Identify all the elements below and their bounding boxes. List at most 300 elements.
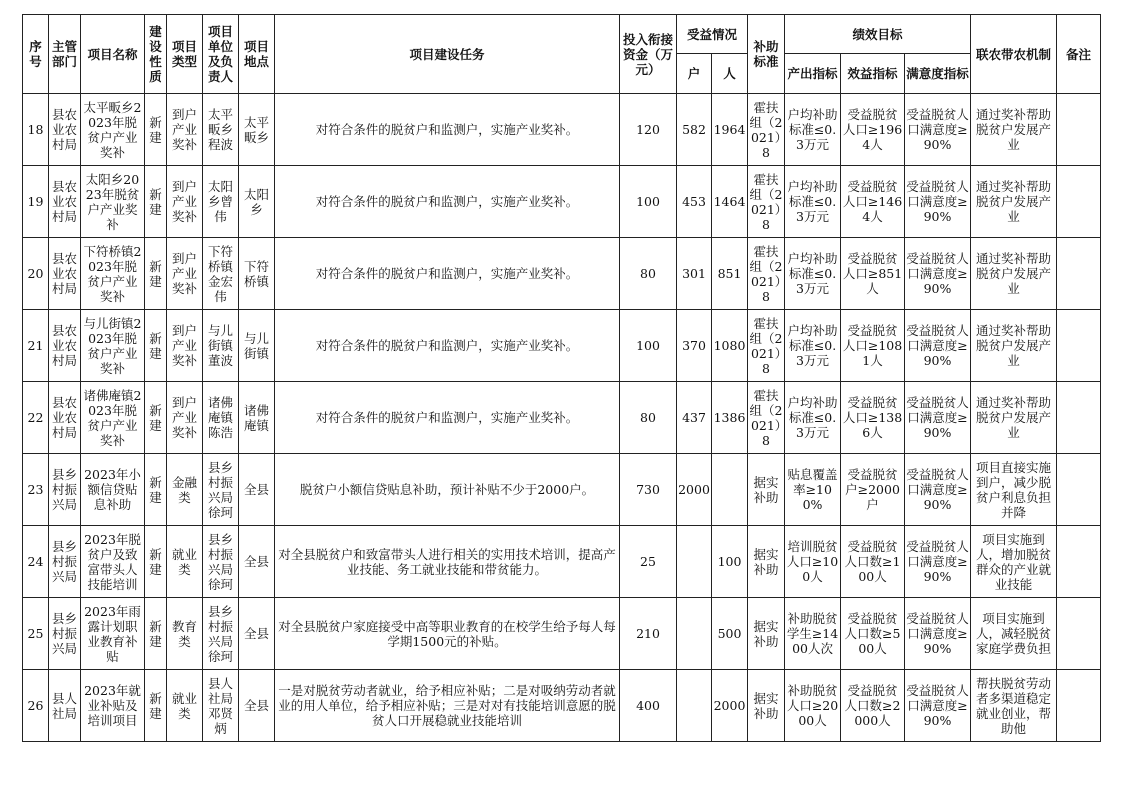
header-effect: 效益指标 (841, 54, 905, 94)
cell-name-text: 诸佛庵镇2023年脱贫户产业奖补 (83, 387, 142, 448)
cell-type (167, 526, 203, 598)
table-row (23, 454, 1101, 526)
cell-mechanism (971, 166, 1057, 238)
cell-task-text: 脱贫户小额信贷贴息补助，预计补贴不少于2000户。 (299, 482, 595, 497)
cell-fund (620, 166, 677, 238)
cell-nature (145, 310, 167, 382)
cell-nature-text: 新建 (149, 186, 162, 217)
header-dept: 主管部门 (49, 15, 81, 94)
cell-nature-text: 新建 (149, 546, 162, 577)
cell-seq (23, 598, 49, 670)
cell-name-text: 下符桥镇2023年脱贫户产业奖补 (83, 243, 142, 304)
cell-effect-text: 受益脱贫人口≥1964人 (842, 107, 903, 152)
header-remark: 备注 (1057, 15, 1101, 94)
cell-type (167, 598, 203, 670)
project-table (22, 14, 1101, 742)
cell-task (275, 670, 620, 742)
cell-seq (23, 166, 49, 238)
cell-location (239, 526, 275, 598)
cell-people-text: 1464 (713, 194, 746, 209)
cell-mechanism (971, 382, 1057, 454)
cell-type-text: 就业类 (171, 690, 197, 721)
cell-location (239, 166, 275, 238)
cell-type-text: 教育类 (171, 618, 197, 649)
cell-mechanism (971, 598, 1057, 670)
cell-dept-text: 县农业农村局 (51, 179, 77, 224)
cell-satisfaction-text: 受益脱贫人口满意度≥90% (906, 539, 969, 584)
cell-satisfaction (905, 382, 971, 454)
cell-name (81, 526, 145, 598)
cell-mechanism (971, 94, 1057, 166)
cell-people-text: 1080 (713, 338, 746, 353)
cell-people (712, 238, 748, 310)
header-location: 项目地点 (239, 15, 275, 94)
cell-satisfaction (905, 598, 971, 670)
header-output: 产出指标 (785, 54, 841, 94)
cell-name-text: 2023年脱贫户及致富带头人技能培训 (84, 531, 141, 592)
cell-fund-text: 100 (636, 194, 660, 209)
cell-owner (203, 166, 239, 238)
cell-seq-text: 20 (27, 266, 44, 281)
cell-households (677, 310, 712, 382)
cell-people-text: 500 (717, 626, 742, 641)
cell-output (785, 166, 841, 238)
cell-households (677, 382, 712, 454)
cell-households-text: 2000 (678, 482, 710, 497)
cell-output-text: 补助脱贫学生≥1400人次 (786, 611, 839, 656)
cell-owner (203, 526, 239, 598)
cell-mechanism (971, 670, 1057, 742)
cell-task (275, 310, 620, 382)
cell-fund (620, 382, 677, 454)
header-people: 人 (712, 54, 748, 94)
cell-type (167, 238, 203, 310)
cell-remark (1057, 166, 1101, 238)
cell-fund (620, 94, 677, 166)
cell-seq (23, 454, 49, 526)
cell-owner-text: 县乡村振兴局徐珂 (207, 531, 233, 592)
cell-seq-text: 18 (27, 122, 44, 137)
cell-nature-text: 新建 (149, 330, 162, 361)
cell-remark (1057, 238, 1101, 310)
cell-remark (1057, 310, 1101, 382)
cell-task-text: 对符合条件的脱贫户和监测户，实施产业奖补。 (315, 194, 579, 209)
cell-fund-text: 400 (636, 698, 660, 713)
cell-effect-text: 受益脱贫人口≥1464人 (842, 179, 903, 224)
table-row (23, 94, 1101, 166)
cell-standard-text: 霍扶组（2021）8 (749, 315, 783, 376)
cell-nature (145, 382, 167, 454)
cell-location (239, 382, 275, 454)
cell-name (81, 166, 145, 238)
cell-type (167, 454, 203, 526)
cell-location (239, 454, 275, 526)
table-row (23, 526, 1101, 598)
cell-owner (203, 382, 239, 454)
cell-owner-text: 太平畈乡程波 (207, 107, 233, 152)
cell-type-text: 到户产业奖补 (171, 179, 197, 224)
cell-standard-text: 霍扶组（2021）8 (749, 387, 783, 448)
header-seq: 序号 (23, 15, 49, 94)
cell-task-text: 一是对脱贫劳动者就业，给予相应补贴；二是对吸纳劳动者就业的用人单位，给予相应补贴；三是对对有技能培训意愿的脱贫人口开展稳就业技能培训 (278, 683, 616, 728)
cell-location (239, 670, 275, 742)
cell-type-text: 到户产业奖补 (171, 395, 197, 440)
cell-effect (841, 670, 905, 742)
cell-location-text: 诸佛庵镇 (243, 402, 269, 433)
header-households: 户 (677, 54, 712, 94)
cell-type (167, 382, 203, 454)
cell-effect (841, 166, 905, 238)
cell-mechanism (971, 310, 1057, 382)
cell-dept-text: 县农业农村局 (51, 323, 77, 368)
cell-task (275, 526, 620, 598)
cell-mechanism-text: 通过奖补帮助脱贫户发展产业 (976, 251, 1052, 296)
cell-output-text: 补助脱贫人口≥2000人 (786, 683, 839, 728)
cell-people (712, 310, 748, 382)
cell-satisfaction-text: 受益脱贫人口满意度≥90% (906, 323, 969, 368)
header-task: 项目建设任务 (275, 15, 620, 94)
cell-type (167, 670, 203, 742)
cell-owner-text: 与儿街镇董波 (207, 323, 233, 368)
cell-people (712, 598, 748, 670)
cell-type-text: 金融类 (171, 474, 197, 505)
cell-standard (748, 310, 785, 382)
cell-type-text: 到户产业奖补 (171, 251, 197, 296)
cell-effect-text: 受益脱贫户≥2000户 (845, 467, 900, 512)
table-row (23, 598, 1101, 670)
cell-effect-text: 受益脱贫人口≥1386人 (842, 395, 903, 440)
cell-mechanism-text: 帮扶脱贫劳动者多渠道稳定就业创业，帮助他 (976, 675, 1052, 736)
cell-standard-text: 霍扶组（2021）8 (749, 171, 783, 232)
cell-seq-text: 25 (27, 626, 44, 641)
cell-fund (620, 670, 677, 742)
cell-location-text: 全县 (243, 626, 269, 641)
cell-effect (841, 382, 905, 454)
cell-people (712, 382, 748, 454)
header-mechanism: 联农带农机制 (971, 15, 1057, 94)
cell-standard-text: 霍扶组（2021）8 (749, 243, 783, 304)
cell-dept (49, 526, 81, 598)
cell-dept-text: 县乡村振兴局 (51, 467, 77, 512)
cell-nature (145, 598, 167, 670)
cell-output-text: 户均补助标准≤0.3万元 (787, 179, 838, 224)
cell-output (785, 670, 841, 742)
cell-nature-text: 新建 (149, 402, 162, 433)
cell-owner-text: 下符桥镇金宏伟 (207, 243, 233, 304)
cell-dept (49, 166, 81, 238)
cell-location-text: 与儿街镇 (243, 330, 269, 361)
cell-output (785, 598, 841, 670)
cell-dept (49, 598, 81, 670)
cell-fund (620, 310, 677, 382)
cell-seq-text: 23 (27, 482, 44, 497)
cell-dept-text: 县农业农村局 (51, 251, 77, 296)
cell-mechanism-text: 项目实施到人，减轻脱贫家庭学费负担 (976, 611, 1052, 656)
cell-nature (145, 454, 167, 526)
cell-task (275, 454, 620, 526)
cell-fund-text: 100 (636, 338, 660, 353)
cell-mechanism (971, 238, 1057, 310)
header-standard: 补助标准 (748, 15, 785, 94)
cell-people-text: 1386 (713, 410, 746, 425)
cell-task (275, 94, 620, 166)
cell-seq-text: 22 (27, 410, 44, 425)
cell-type-text: 到户产业奖补 (171, 107, 197, 152)
cell-location (239, 310, 275, 382)
cell-output-text: 户均补助标准≤0.3万元 (787, 251, 838, 296)
cell-dept (49, 670, 81, 742)
cell-owner (203, 454, 239, 526)
cell-mechanism (971, 454, 1057, 526)
cell-nature-text: 新建 (149, 474, 162, 505)
cell-seq (23, 310, 49, 382)
cell-task-text: 对全县脱贫户和致富带头人进行相关的实用技术培训，提高产业技能、务工就业技能和带贫能力。 (278, 546, 616, 577)
header-satisfaction: 满意度指标 (905, 54, 971, 94)
cell-seq-text: 19 (27, 194, 44, 209)
cell-owner-text: 诸佛庵镇陈浩 (207, 395, 233, 440)
cell-satisfaction-text: 受益脱贫人口满意度≥90% (906, 683, 969, 728)
cell-owner (203, 238, 239, 310)
cell-type-text: 就业类 (171, 546, 197, 577)
cell-name (81, 310, 145, 382)
cell-owner (203, 598, 239, 670)
table-body (23, 94, 1101, 742)
cell-mechanism-text: 通过奖补帮助脱贫户发展产业 (976, 179, 1052, 224)
cell-effect-text: 受益脱贫人口≥851人 (842, 251, 903, 296)
cell-people (712, 526, 748, 598)
cell-fund (620, 526, 677, 598)
cell-satisfaction (905, 310, 971, 382)
cell-location-text: 下符桥镇 (243, 258, 269, 289)
cell-location-text: 全县 (243, 698, 269, 713)
cell-name (81, 598, 145, 670)
cell-satisfaction (905, 670, 971, 742)
cell-remark (1057, 94, 1101, 166)
cell-effect (841, 238, 905, 310)
cell-type (167, 166, 203, 238)
cell-location (239, 598, 275, 670)
cell-fund-text: 80 (640, 266, 656, 281)
cell-output (785, 94, 841, 166)
cell-households (677, 670, 712, 742)
cell-output-text: 户均补助标准≤0.3万元 (787, 395, 838, 440)
cell-standard-text: 霍扶组（2021）8 (749, 99, 783, 160)
cell-type (167, 94, 203, 166)
cell-effect (841, 526, 905, 598)
cell-seq (23, 670, 49, 742)
cell-standard (748, 166, 785, 238)
cell-name-text: 太平畈乡2023年脱贫户产业奖补 (83, 99, 142, 160)
cell-seq (23, 382, 49, 454)
cell-fund-text: 730 (636, 482, 660, 497)
cell-remark (1057, 598, 1101, 670)
cell-households (677, 598, 712, 670)
cell-seq (23, 94, 49, 166)
cell-people-text: 1964 (713, 122, 746, 137)
header-owner: 项目单位及负责人 (203, 15, 239, 94)
cell-location-text: 全县 (243, 554, 269, 569)
cell-seq (23, 526, 49, 598)
cell-nature-text: 新建 (149, 258, 162, 289)
cell-fund (620, 454, 677, 526)
cell-name-text: 2023年小额信贷贴息补助 (84, 467, 141, 512)
cell-dept (49, 382, 81, 454)
cell-task (275, 598, 620, 670)
cell-effect-text: 受益脱贫人口数≥2000人 (844, 683, 901, 728)
cell-effect-text: 受益脱贫人口数≥500人 (844, 611, 901, 656)
cell-households (677, 526, 712, 598)
cell-people (712, 94, 748, 166)
cell-households (677, 94, 712, 166)
cell-standard (748, 670, 785, 742)
cell-location-text: 太平畈乡 (243, 114, 269, 145)
cell-satisfaction (905, 166, 971, 238)
cell-owner-text: 县乡村振兴局徐珂 (207, 459, 233, 520)
cell-standard (748, 382, 785, 454)
cell-dept-text: 县乡村振兴局 (51, 611, 77, 656)
cell-households-text: 437 (682, 410, 706, 425)
cell-fund-text: 80 (640, 410, 656, 425)
cell-output (785, 238, 841, 310)
cell-remark (1057, 670, 1101, 742)
cell-owner (203, 670, 239, 742)
header-name: 项目名称 (81, 15, 145, 94)
cell-task-text: 对符合条件的脱贫户和监测户，实施产业奖补。 (315, 122, 579, 137)
cell-output-text: 培训脱贫人口≥100人 (786, 539, 839, 584)
cell-standard (748, 94, 785, 166)
cell-nature (145, 238, 167, 310)
cell-households (677, 166, 712, 238)
cell-nature-text: 新建 (149, 690, 162, 721)
cell-fund-text: 120 (636, 122, 660, 137)
cell-people (712, 670, 748, 742)
cell-remark (1057, 526, 1101, 598)
cell-people-text: 2000 (713, 698, 746, 713)
cell-effect (841, 598, 905, 670)
table-row (23, 310, 1101, 382)
cell-name (81, 454, 145, 526)
cell-fund (620, 598, 677, 670)
cell-task-text: 对符合条件的脱贫户和监测户，实施产业奖补。 (315, 410, 579, 425)
cell-remark (1057, 382, 1101, 454)
cell-standard (748, 238, 785, 310)
cell-satisfaction-text: 受益脱贫人口满意度≥90% (906, 251, 969, 296)
table-row (23, 166, 1101, 238)
cell-nature (145, 166, 167, 238)
cell-output (785, 310, 841, 382)
cell-location-text: 全县 (243, 482, 269, 497)
cell-owner (203, 310, 239, 382)
cell-fund (620, 238, 677, 310)
cell-name (81, 382, 145, 454)
cell-households-text: 370 (682, 338, 706, 353)
cell-output-text: 户均补助标准≤0.3万元 (787, 323, 838, 368)
cell-remark (1057, 454, 1101, 526)
cell-name (81, 94, 145, 166)
cell-people-text: 100 (717, 554, 742, 569)
cell-households (677, 454, 712, 526)
cell-seq-text: 24 (27, 554, 44, 569)
cell-standard (748, 526, 785, 598)
cell-satisfaction-text: 受益脱贫人口满意度≥90% (906, 179, 969, 224)
cell-standard (748, 598, 785, 670)
cell-satisfaction-text: 受益脱贫人口满意度≥90% (906, 467, 969, 512)
header-row-1 (23, 15, 1101, 54)
cell-satisfaction-text: 受益脱贫人口满意度≥90% (906, 107, 969, 152)
cell-effect (841, 310, 905, 382)
cell-mechanism-text: 项目实施到人，增加脱贫群众的产业就业技能 (976, 531, 1052, 592)
table-row (23, 382, 1101, 454)
cell-task (275, 166, 620, 238)
cell-output-text: 户均补助标准≤0.3万元 (787, 107, 838, 152)
cell-standard-text: 据实补助 (753, 546, 779, 577)
cell-standard-text: 据实补助 (753, 618, 779, 649)
cell-type-text: 到户产业奖补 (171, 323, 197, 368)
cell-location (239, 238, 275, 310)
cell-dept (49, 310, 81, 382)
header-benefit: 受益情况 (677, 15, 748, 54)
cell-seq (23, 238, 49, 310)
cell-fund-text: 210 (636, 626, 660, 641)
header-perf: 绩效目标 (785, 15, 971, 54)
cell-satisfaction (905, 454, 971, 526)
cell-standard-text: 据实补助 (753, 474, 779, 505)
cell-location (239, 94, 275, 166)
cell-task (275, 238, 620, 310)
cell-mechanism-text: 通过奖补帮助脱贫户发展产业 (976, 323, 1052, 368)
cell-satisfaction (905, 526, 971, 598)
cell-name (81, 238, 145, 310)
cell-mechanism-text: 项目直接实施到户，减少脱贫户利息负担并降 (976, 459, 1052, 520)
header-type: 项目类型 (167, 15, 203, 94)
cell-task-text: 对符合条件的脱贫户和监测户，实施产业奖补。 (315, 338, 579, 353)
cell-name-text: 太阳乡2023年脱贫户产业奖补 (85, 171, 140, 232)
cell-households-text: 301 (682, 266, 706, 281)
cell-standard-text: 据实补助 (753, 690, 779, 721)
cell-satisfaction-text: 受益脱贫人口满意度≥90% (906, 395, 969, 440)
cell-dept (49, 454, 81, 526)
cell-nature (145, 526, 167, 598)
cell-mechanism (971, 526, 1057, 598)
cell-people (712, 166, 748, 238)
cell-nature (145, 94, 167, 166)
header-fund: 投入衔接资金（万元） (620, 15, 677, 94)
cell-output-text: 贴息覆盖率≥100% (787, 467, 838, 512)
cell-owner-text: 县人社局邓贤炳 (207, 675, 233, 736)
cell-owner (203, 94, 239, 166)
cell-mechanism-text: 通过奖补帮助脱贫户发展产业 (976, 107, 1052, 152)
cell-nature-text: 新建 (149, 114, 162, 145)
cell-households-text: 453 (682, 194, 706, 209)
cell-households-text: 582 (682, 122, 706, 137)
cell-effect (841, 454, 905, 526)
cell-name (81, 670, 145, 742)
cell-people (712, 454, 748, 526)
cell-seq-text: 26 (27, 698, 44, 713)
cell-task-text: 对全县脱贫户家庭接受中高等职业教育的在校学生给予每人每学期1500元的补贴。 (278, 618, 616, 649)
cell-people-text: 851 (717, 266, 742, 281)
cell-dept-text: 县乡村振兴局 (51, 539, 77, 584)
cell-location-text: 太阳乡 (243, 186, 269, 217)
cell-effect-text: 受益脱贫人口数≥100人 (844, 539, 901, 584)
cell-dept (49, 94, 81, 166)
cell-owner-text: 太阳乡曾伟 (207, 179, 233, 224)
cell-standard (748, 454, 785, 526)
table-row (23, 670, 1101, 742)
cell-effect (841, 94, 905, 166)
cell-output (785, 526, 841, 598)
cell-owner-text: 县乡村振兴局徐珂 (207, 603, 233, 664)
